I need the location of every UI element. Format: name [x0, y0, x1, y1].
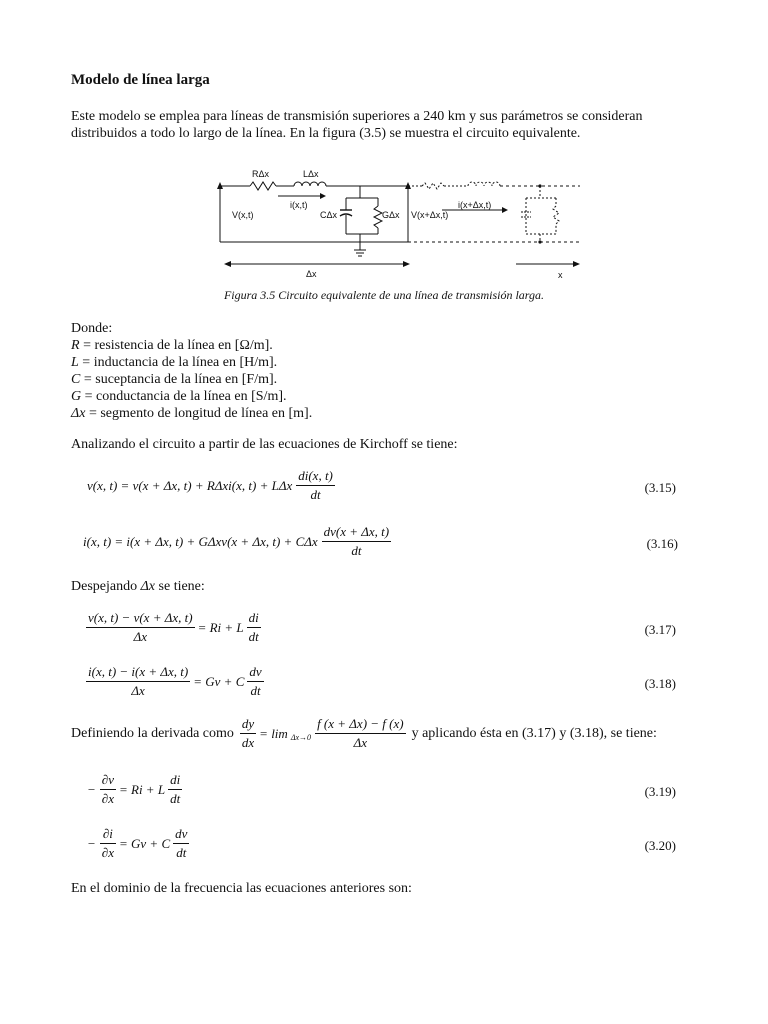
resistor-symbol [250, 182, 276, 190]
label-voltage-right: V(x+Δx,t) [411, 210, 449, 220]
label-delta-x: Δx [306, 269, 317, 279]
equation-3-19: − $\frac{\partial v}{\partial x}$ = Ri + L $\frac{di}{dt}$ (3.19) [87, 772, 676, 806]
definition-item: R = resistencia de la línea en [Ω/m]. [71, 338, 273, 353]
circuit-diagram [210, 162, 590, 284]
equation-number: (3.18) [644, 676, 676, 691]
frequency-intro: En el dominio de la frecuencia las ecuaciones anteriores son: [71, 881, 412, 896]
figure-caption: Figura 3.5 Circuito equivalente de una línea de transmisión larga. [223, 288, 545, 302]
equation-number: (3.19) [644, 784, 676, 799]
section-heading: Modelo de línea larga [71, 72, 210, 88]
label-x: x [558, 270, 563, 280]
derivative-definition: Definiendo la derivada como $\frac{dy}{dx}$ = lim Δx→0 $\frac{f (x + \Delta x) - f (x)}{\Delta x}$ y aplicando ésta en (3.17) y (3.18), se tiene: [71, 716, 657, 750]
definition-item: Δx = segmento de longitud de línea en [m]. [71, 406, 313, 421]
definition-item: C = suceptancia de la línea en [F/m]. [71, 372, 278, 387]
despejando-text: Despejando Δx se tiene: [71, 579, 205, 594]
equation-3-20: − $\frac{\partial i}{\partial x}$ = Gv + C $\frac{dv}{dt}$ (3.20) [87, 826, 676, 860]
label-resistance: RΔx [252, 169, 270, 179]
label-current-right: i(x+Δx,t) [458, 200, 492, 210]
label-inductance: LΔx [303, 169, 319, 179]
label-conductance: GΔx [382, 210, 400, 220]
equation-number: (3.15) [644, 480, 676, 495]
equation-number: (3.16) [646, 536, 678, 551]
intro-paragraph: Este modelo se emplea para líneas de transmisión superiores a 240 km y sus parámetros se consideran distribuidos a todo lo largo de la línea. En la figura (3.5) se muestra el circuito equivalente. [71, 109, 643, 141]
equation-number: (3.20) [644, 838, 676, 853]
kirchoff-intro: Analizando el circuito a partir de las ecuaciones de Kirchoff se tiene: [71, 437, 458, 452]
conductance-symbol [374, 206, 382, 228]
label-current-left: i(x,t) [290, 200, 308, 210]
inductor-symbol [294, 182, 326, 186]
definition-item: G = conductancia de la línea en [S/m]. [71, 389, 287, 404]
label-voltage-left: V(x,t) [232, 210, 254, 220]
equation-3-15: v(x, t) = v(x + Δx, t) + RΔxi(x, t) + LΔx $\frac{di(x, t)}{dt}$ (3.15) [87, 468, 676, 502]
definition-item: L = inductancia de la línea en [H/m]. [71, 355, 278, 370]
definitions-title: Donde: [71, 321, 113, 336]
definitions-list [71, 320, 312, 422]
equation-3-16: i(x, t) = i(x + Δx, t) + GΔxv(x + Δx, t) + CΔx $\frac{dv(x + \Delta x, t)}{dt}$ (3.16) [83, 524, 678, 558]
equation-3-17: $\frac{v(x, t) - v(x + \Delta x, t)}{\Delta x}$ = Ri + L $\frac{di}{dt}$ (3.17) [88, 610, 676, 644]
equation-3-18: $\frac{i(x, t) - i(x + \Delta x, t)}{\Delta x}$ = Gv + C $\frac{dv}{dt}$ (3.18) [88, 664, 676, 698]
equation-number: (3.17) [644, 622, 676, 637]
label-capacitance: CΔx [320, 210, 338, 220]
